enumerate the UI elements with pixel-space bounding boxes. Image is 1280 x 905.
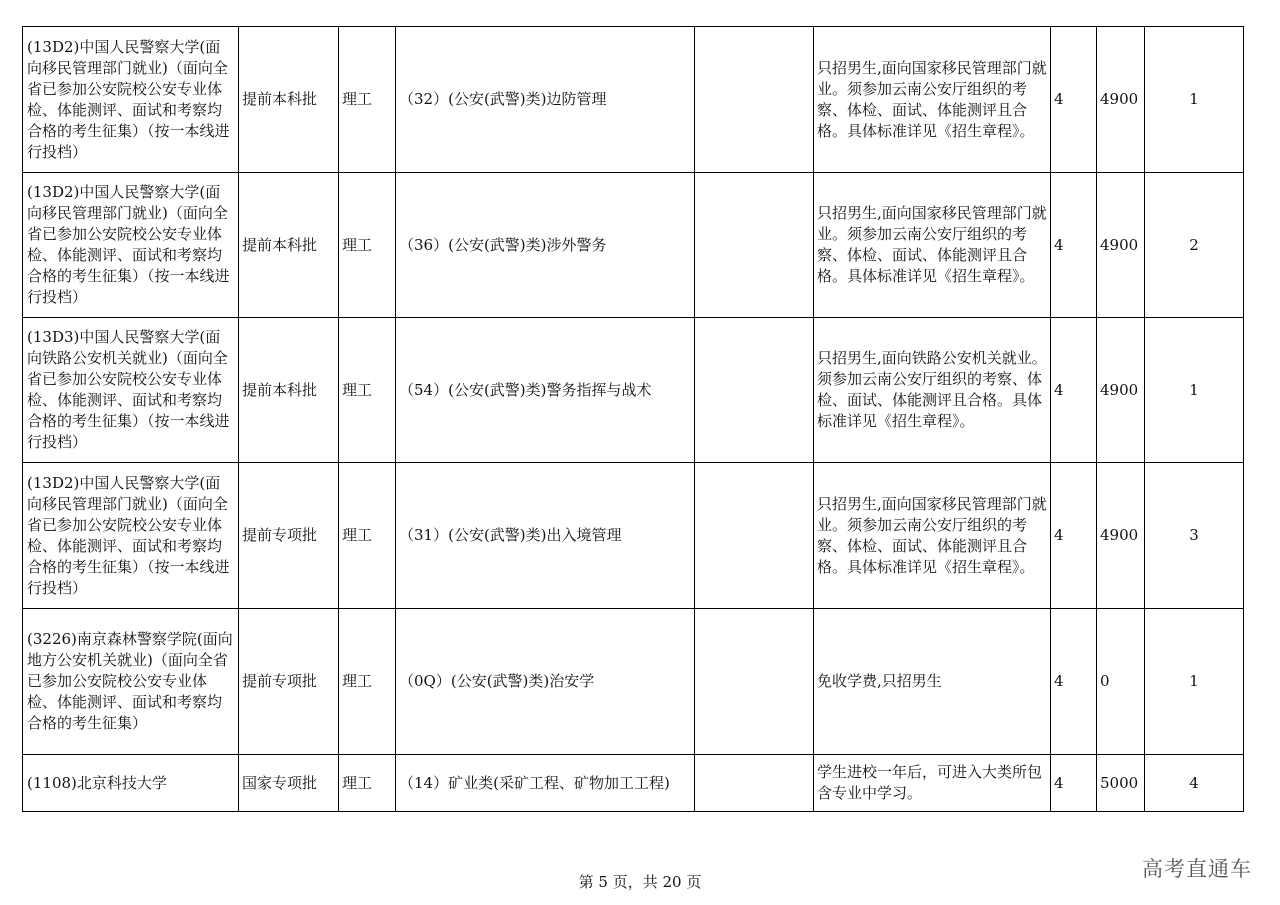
batch-cell: 国家专项批 (239, 755, 339, 812)
plan-count-cell: 4 (1145, 755, 1244, 812)
batch-cell: 提前本科批 (239, 318, 339, 463)
table-row (23, 27, 1244, 173)
fee-cell: 0 (1097, 609, 1145, 755)
batch-cell: 提前本科批 (239, 173, 339, 318)
table-row (23, 463, 1244, 609)
plan-count-cell: 1 (1145, 318, 1244, 463)
empty-cell (695, 173, 814, 318)
category-cell: 理工 (339, 27, 396, 173)
empty-cell (695, 318, 814, 463)
years-cell: 4 (1051, 755, 1097, 812)
years-cell: 4 (1051, 318, 1097, 463)
plan-count-cell: 2 (1145, 173, 1244, 318)
years-cell: 4 (1051, 609, 1097, 755)
batch-cell: 提前专项批 (239, 609, 339, 755)
school-cell: (13D2)中国人民警察大学(面向移民管理部门就业)（面向全省已参加公安院校公安专业体检、体能测评、面试和考察均合格的考生征集）（按一本线进行投档） (23, 463, 239, 609)
major-cell: （31）(公安(武警)类)出入境管理 (396, 463, 695, 609)
watermark-logo: 高考直通车 (1142, 857, 1252, 881)
batch-cell: 提前专项批 (239, 463, 339, 609)
category-cell: 理工 (339, 463, 396, 609)
remark-cell: 学生进校一年后，可进入大类所包含专业中学习。 (814, 755, 1051, 812)
major-cell: （36）(公安(武警)类)涉外警务 (396, 173, 695, 318)
table-row (23, 755, 1244, 812)
category-cell: 理工 (339, 173, 396, 318)
remark-cell: 只招男生,面向国家移民管理部门就业。须参加云南公安厅组织的考察、体检、面试、体能测评且合格。具体标准详见《招生章程》。 (814, 463, 1051, 609)
years-cell: 4 (1051, 173, 1097, 318)
major-cell: （32）(公安(武警)类)边防管理 (396, 27, 695, 173)
plan-count-cell: 1 (1145, 609, 1244, 755)
fee-cell: 5000 (1097, 755, 1145, 812)
school-cell: (13D2)中国人民警察大学(面向移民管理部门就业)（面向全省已参加公安院校公安专业体检、体能测评、面试和考察均合格的考生征集）（按一本线进行投档） (23, 173, 239, 318)
fee-cell: 4900 (1097, 318, 1145, 463)
batch-cell: 提前本科批 (239, 27, 339, 173)
major-cell: （54）(公安(武警)类)警务指挥与战术 (396, 318, 695, 463)
years-cell: 4 (1051, 463, 1097, 609)
remark-cell: 只招男生,面向国家移民管理部门就业。须参加云南公安厅组织的考察、体检、面试、体能测评且合格。具体标准详见《招生章程》。 (814, 173, 1051, 318)
school-cell: (13D3)中国人民警察大学(面向铁路公安机关就业)（面向全省已参加公安院校公安专业体检、体能测评、面试和考察均合格的考生征集）（按一本线进行投档） (23, 318, 239, 463)
fee-cell: 4900 (1097, 173, 1145, 318)
empty-cell (695, 755, 814, 812)
years-cell: 4 (1051, 27, 1097, 173)
major-cell: （14）矿业类(采矿工程、矿物加工工程) (396, 755, 695, 812)
major-cell: （0Q）(公安(武警)类)治安学 (396, 609, 695, 755)
school-cell: (13D2)中国人民警察大学(面向移民管理部门就业)（面向全省已参加公安院校公安专业体检、体能测评、面试和考察均合格的考生征集）（按一本线进行投档） (23, 27, 239, 173)
admission-plan-table (22, 26, 1244, 812)
plan-count-cell: 1 (1145, 27, 1244, 173)
page-number: 第 5 页，共 20 页 (578, 873, 702, 891)
fee-cell: 4900 (1097, 463, 1145, 609)
table-row (23, 173, 1244, 318)
category-cell: 理工 (339, 318, 396, 463)
empty-cell (695, 463, 814, 609)
plan-count-cell: 3 (1145, 463, 1244, 609)
category-cell: 理工 (339, 755, 396, 812)
remark-cell: 只招男生,面向铁路公安机关就业。须参加云南公安厅组织的考察、体检、面试、体能测评且合格。具体标准详见《招生章程》。 (814, 318, 1051, 463)
remark-cell: 免收学费,只招男生 (814, 609, 1051, 755)
school-cell: (3226)南京森林警察学院(面向地方公安机关就业)（面向全省已参加公安院校公安专业体检、体能测评、面试和考察均合格的考生征集） (23, 609, 239, 755)
empty-cell (695, 27, 814, 173)
table-row (23, 318, 1244, 463)
empty-cell (695, 609, 814, 755)
school-cell: (1108)北京科技大学 (23, 755, 239, 812)
fee-cell: 4900 (1097, 27, 1145, 173)
remark-cell: 只招男生,面向国家移民管理部门就业。须参加云南公安厅组织的考察、体检、面试、体能测评且合格。具体标准详见《招生章程》。 (814, 27, 1051, 173)
table-row (23, 609, 1244, 755)
category-cell: 理工 (339, 609, 396, 755)
